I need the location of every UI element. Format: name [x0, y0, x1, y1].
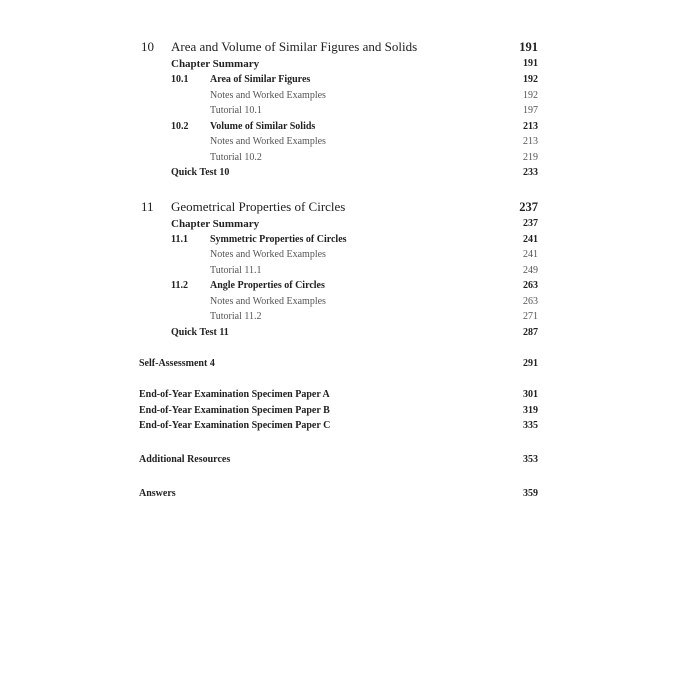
toc-entry-tutorial[interactable]	[0, 150, 700, 166]
toc-entry-answers[interactable]	[0, 486, 700, 502]
page-number: 191	[519, 40, 538, 54]
toc-entry-notes[interactable]	[0, 247, 700, 263]
entry-label: Notes and Worked Examples	[210, 136, 326, 147]
toc-entry-quick-test[interactable]	[0, 165, 700, 181]
entry-label: End-of-Year Examination Specimen Paper A	[139, 389, 330, 400]
entry-label: Chapter Summary	[171, 58, 260, 70]
entry-label: Answers	[139, 488, 176, 499]
toc-entry-tutorial[interactable]	[0, 263, 700, 279]
entry-label: Notes and Worked Examples	[210, 249, 326, 260]
section-title: Angle Properties of Circles	[210, 280, 325, 291]
section-number: 11.1	[171, 234, 188, 245]
page-number: 287	[523, 327, 538, 338]
entry-label: Self-Assessment 4	[139, 358, 215, 369]
section-number: 10.1	[171, 74, 189, 85]
page-number: 249	[523, 265, 538, 276]
entry-label: End-of-Year Examination Specimen Paper C	[139, 420, 331, 431]
page-number: 263	[523, 296, 538, 307]
page-number: 335	[523, 420, 538, 431]
page-number: 271	[523, 311, 538, 322]
page-number: 191	[523, 58, 538, 69]
chapter-heading-10[interactable]	[0, 39, 700, 55]
toc-entry-tutorial[interactable]	[0, 309, 700, 325]
entry-label: Quick Test 10	[171, 167, 230, 178]
page-number: 197	[523, 105, 538, 116]
toc-entry-notes[interactable]	[0, 294, 700, 310]
toc-entry-notes[interactable]	[0, 88, 700, 104]
entry-label: Notes and Worked Examples	[210, 296, 326, 307]
toc-entry-quick-test[interactable]	[0, 325, 700, 341]
page-number: 237	[519, 200, 538, 214]
entry-label: Additional Resources	[139, 454, 231, 465]
page-number: 192	[523, 90, 538, 101]
page-number: 359	[523, 488, 538, 499]
section-title: Volume of Similar Solids	[210, 121, 316, 132]
entry-label: End-of-Year Examination Specimen Paper B	[139, 405, 330, 416]
toc-entry-tutorial[interactable]	[0, 103, 700, 119]
page-number: 241	[523, 234, 538, 245]
toc-entry-notes[interactable]	[0, 134, 700, 150]
chapter-heading-11[interactable]	[0, 199, 700, 215]
section-number: 11.2	[171, 280, 188, 291]
entry-label: Notes and Worked Examples	[210, 90, 326, 101]
chapter-number: 10	[141, 39, 154, 54]
toc-section-11-1[interactable]	[0, 232, 700, 248]
toc-entry-additional-resources[interactable]	[0, 452, 700, 468]
toc-section-10-1[interactable]	[0, 72, 700, 88]
toc-entry-specimen-paper-a[interactable]	[0, 387, 700, 403]
entry-label: Tutorial 11.2	[210, 311, 262, 322]
chapter-title: Geometrical Properties of Circles	[171, 199, 346, 214]
page-number: 241	[523, 249, 538, 260]
page-number: 192	[523, 74, 538, 85]
toc-entry-chapter-summary[interactable]	[0, 56, 700, 72]
page-number: 263	[523, 280, 538, 291]
page-number: 237	[523, 218, 538, 229]
page-number: 219	[523, 152, 538, 163]
page-number: 291	[523, 358, 538, 369]
toc-section-10-2[interactable]	[0, 119, 700, 135]
toc-entry-specimen-paper-c[interactable]	[0, 418, 700, 434]
toc-entry-chapter-summary[interactable]	[0, 216, 700, 232]
page-number: 301	[523, 389, 538, 400]
section-title: Symmetric Properties of Circles	[210, 234, 347, 245]
page-number: 319	[523, 405, 538, 416]
entry-label: Tutorial 11.1	[210, 265, 262, 276]
toc-entry-self-assessment[interactable]	[0, 356, 700, 372]
chapter-title: Area and Volume of Similar Figures and Solids	[171, 39, 418, 54]
entry-label: Quick Test 11	[171, 327, 229, 338]
page-number: 353	[523, 454, 538, 465]
page-number: 233	[523, 167, 538, 178]
entry-label: Tutorial 10.1	[210, 105, 262, 116]
page-number: 213	[523, 121, 538, 132]
toc-entry-specimen-paper-b[interactable]	[0, 403, 700, 419]
entry-label: Chapter Summary	[171, 218, 260, 230]
section-number: 10.2	[171, 121, 189, 132]
toc-section-11-2[interactable]	[0, 278, 700, 294]
page-number: 213	[523, 136, 538, 147]
entry-label: Tutorial 10.2	[210, 152, 262, 163]
chapter-number: 11	[141, 199, 154, 214]
section-title: Area of Similar Figures	[210, 74, 311, 85]
